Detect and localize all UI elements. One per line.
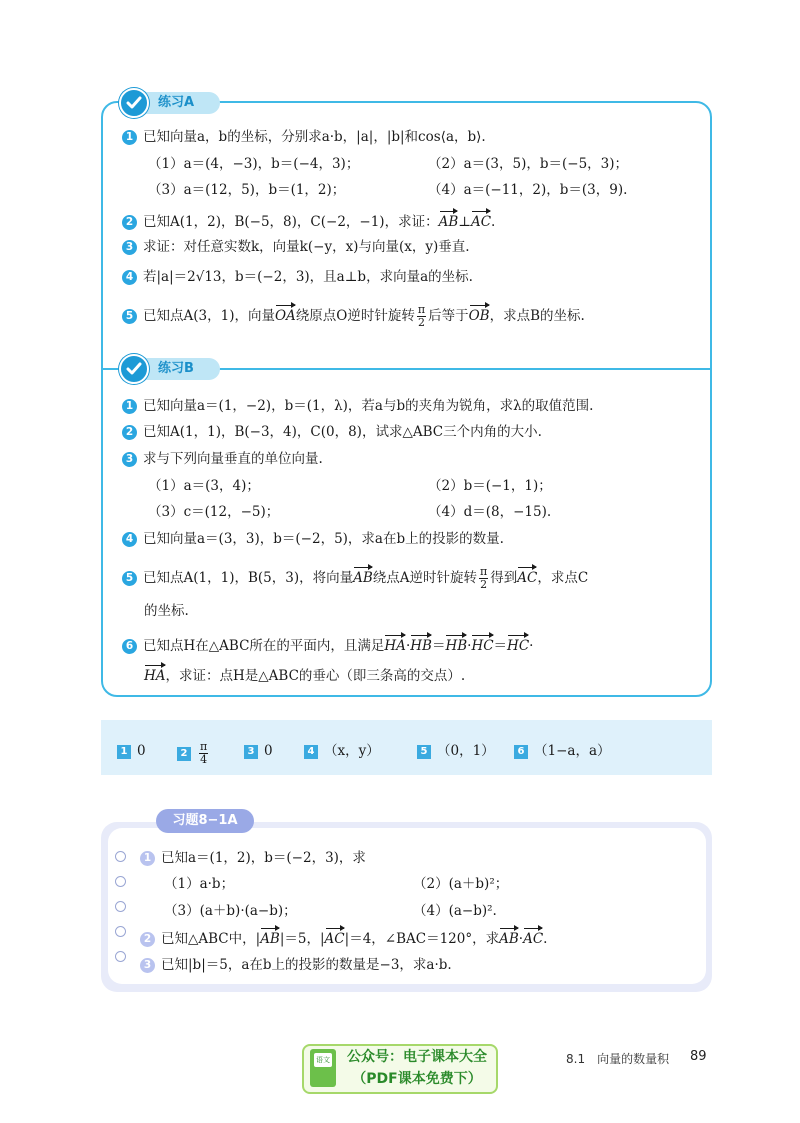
practice-b-q5-cont: 的坐标. — [144, 603, 189, 619]
practice-b-q2: 2 已知A(1，1)，B(−3，4)，C(0，8)，试求△ABC三个内角的大小. — [122, 422, 542, 442]
watermark-line2: （PDF课本免费下） — [352, 1071, 482, 1087]
answer-3: 3 0 — [244, 741, 273, 761]
exercise-q1-1: （1）a·b； — [164, 876, 235, 892]
book-icon — [310, 1049, 336, 1087]
binder-hole — [115, 926, 126, 937]
practice-b-q5: 5 已知点A(1，1)，B(5，3)，将向量AB绕点A逆时针旋转 $\frac{\pi}{2}$ 得到AC，求点C — [122, 566, 588, 591]
answer-6: 6 （1−a，a） — [514, 741, 611, 761]
exercise-q1-3: （3）(a＋b)·(a−b)； — [164, 903, 297, 919]
binder-hole — [115, 951, 126, 962]
exercise-q2: 2 已知△ABC中，|AB|＝5，|AC|＝4，∠BAC＝120°，求AB·AC. — [140, 927, 547, 949]
practice-a-tab: 练习A — [120, 92, 220, 114]
practice-a-q3: 3 求证：对任意实数k，向量k(−y，x)与向量(x，y)垂直. — [122, 237, 470, 257]
watermark-line1: 公众号：电子课本大全 — [347, 1049, 487, 1065]
exercise-q1-4: （4）(a−b)². — [413, 903, 497, 919]
practice-b-tab: 练习B — [120, 358, 220, 380]
practice-b-q3: 3 求与下列向量垂直的单位向量. — [122, 449, 323, 469]
practice-a-q1-4: （4）a＝(−11，2)，b＝(3，9). — [428, 182, 628, 198]
binder-hole — [115, 901, 126, 912]
check-icon — [119, 354, 149, 384]
book-icon-label: 语文 — [314, 1053, 332, 1067]
answer-1: 1 0 — [117, 741, 146, 761]
check-icon — [119, 88, 149, 118]
section-label: 8.1 向量的数量积 — [566, 1052, 670, 1066]
exercise-q1: 1 已知a＝(1，2)，b＝(−2，3)，求 — [140, 848, 366, 868]
practice-b-q6: 6 已知点H在△ABC所在的平面内，且满足HA·HB＝HB·HC＝HC· — [122, 634, 533, 656]
answer-2: 2 $\frac{\pi}{4}$ — [177, 741, 210, 766]
practice-b-q3-4: （4）d＝(8，−15). — [428, 504, 552, 520]
practice-b-q3-1: （1）a＝(3，4)； — [148, 478, 260, 494]
exercise-tab: 习题8−1A — [156, 809, 254, 833]
practice-a-q2: 2 已知A(1，2)，B(−5，8)，C(−2，−1)，求证：AB⊥AC. — [122, 210, 495, 232]
answer-4: 4 （x，y） — [304, 741, 380, 761]
page-number: 89 — [690, 1049, 707, 1064]
practice-b-q3-3: （3）c＝(12，−5)； — [148, 504, 280, 520]
binder-hole — [115, 851, 126, 862]
practice-a-q5: 5 已知点A(3，1)，向量OA绕原点O逆时针旋转 $\frac{\pi}{2}$ 后等于OB，求点B的坐标. — [122, 304, 585, 329]
practice-a-q4: 4 若|a|＝2√13，b＝(−2，3)，且a⊥b，求向量a的坐标. — [122, 267, 473, 287]
practice-b-q1: 1 已知向量a＝(1，−2)，b＝(1，λ)，若a与b的夹角为锐角，求λ的取值范围. — [122, 396, 593, 416]
practice-a-q1: 1 已知向量a，b的坐标，分别求a·b，|a|，|b|和cos⟨a，b⟩. — [122, 127, 486, 147]
practice-a-q1-3: （3）a＝(12，5)，b＝(1，2)； — [148, 182, 346, 198]
practice-b-q4: 4 已知向量a＝(3，3)，b＝(−2，5)，求a在b上的投影的数量. — [122, 529, 504, 549]
practice-a-q1-1: （1）a＝(4，−3)，b＝(−4，3)； — [148, 156, 360, 172]
exercise-q3: 3 已知|b|＝5，a在b上的投影的数量是−3，求a·b. — [140, 955, 452, 975]
practice-a-q1-2: （2）a＝(3，5)，b＝(−5，3)； — [428, 156, 629, 172]
watermark-text — [338, 1046, 496, 1090]
answer-5: 5 （0，1） — [417, 741, 495, 761]
practice-b-q3-2: （2）b＝(−1，1)； — [428, 478, 552, 494]
exercise-q1-2: （2）(a＋b)²； — [413, 876, 509, 892]
binder-hole — [115, 876, 126, 887]
practice-b-q6-cont: HA，求证：点H是△ABC的垂心（即三条高的交点）. — [144, 664, 465, 686]
